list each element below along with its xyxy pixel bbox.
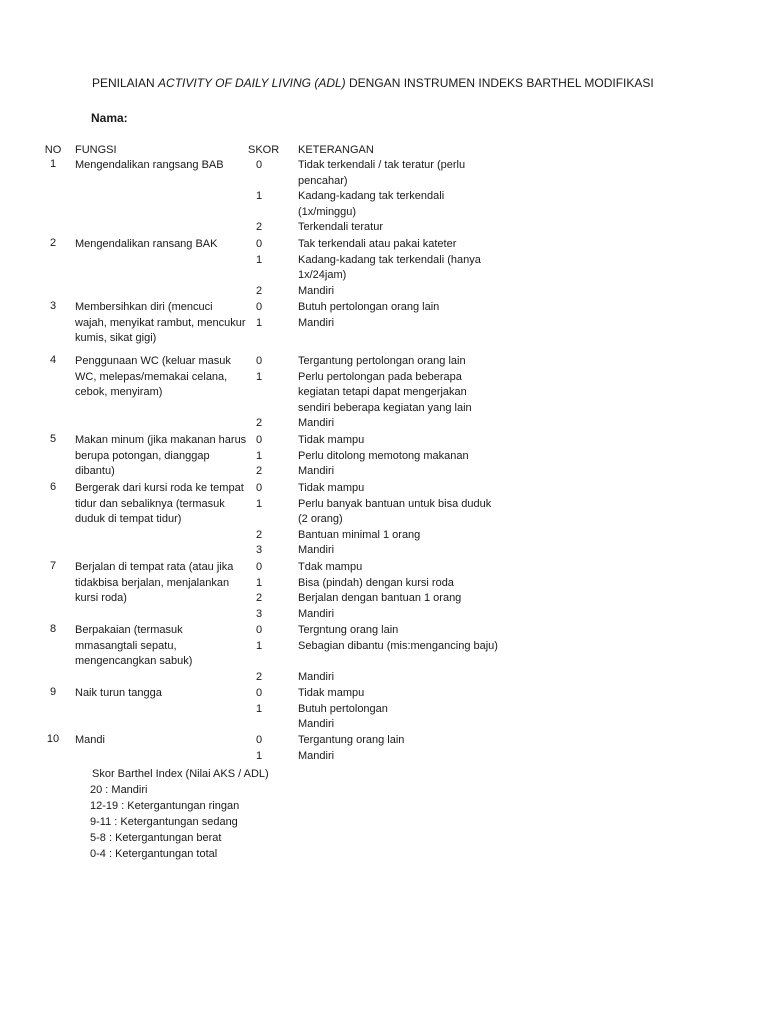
row-skor: 1 (255, 316, 263, 329)
row-fungsi: Makan minum (jika makanan harus berupa potongan, dianggap dibantu) (75, 434, 247, 478)
row-skor: 1 (255, 702, 263, 715)
scoring-scale-list (90, 782, 269, 862)
row-number: 6 (49, 481, 57, 493)
row-skor: 2 (255, 284, 263, 297)
row-skor: 0 (255, 482, 263, 494)
row-keterangan: Mandiri (298, 465, 335, 478)
row-skor: 1 (255, 749, 263, 762)
row-keterangan: Mandiri (298, 718, 335, 731)
row-keterangan: Tak terkendali atau pakai kateter (298, 238, 457, 250)
scoring-scale-item: 20 : Mandiri (90, 784, 148, 796)
row-keterangan: Tergantung pertolongan orang lain (298, 355, 466, 367)
row-keterangan: Terkendali teratur (298, 221, 383, 234)
row-fungsi: Membersihkan diri (mencuci wajah, menyikat rambut, mencukur kumis, sikat gigi) (75, 301, 246, 345)
row-number: 10 (46, 733, 60, 745)
title-italic: ACTIVITY OF DAILY LIVING (ADL) (158, 76, 346, 90)
scoring-legend (90, 766, 269, 862)
row-skor: 0 (255, 355, 263, 367)
row-fungsi: Naik turun tangga (75, 687, 162, 699)
row-skor: 0 (255, 238, 263, 250)
row-skor: 0 (255, 561, 263, 573)
row-keterangan: Kadang-kadang tak terkendali (hanya 1x/24jam) (298, 253, 481, 282)
row-keterangan: Tergntung orang lain (298, 624, 399, 636)
row-skor: 0 (255, 159, 263, 171)
row-skor: 3 (255, 544, 263, 557)
row-number: 5 (49, 433, 57, 445)
row-number: 2 (49, 237, 57, 249)
scoring-heading: Skor Barthel Index (Nilai AKS / ADL) (92, 768, 269, 780)
row-fungsi: Mandi (75, 734, 105, 746)
row-keterangan: Kadang-kadang tak terkendali (1x/minggu) (298, 190, 445, 218)
row-fungsi: Penggunaan WC (keluar masuk WC, melepas/memakai celana, cebok, menyiram) (75, 355, 231, 399)
row-skor: 2 (255, 465, 263, 478)
row-fungsi: Mengendalikan ransang BAK (75, 238, 218, 250)
row-keterangan: Bisa (pindah) dengan kursi roda (298, 576, 454, 589)
row-keterangan: Bantuan minimal 1 orang (298, 528, 421, 541)
scoring-scale-item: 5-8 : Ketergantungan berat (90, 832, 222, 844)
row-keterangan: Tidak mampu (298, 434, 365, 446)
row-skor: 2 (255, 417, 263, 430)
row-keterangan: Tergantung orang lain (298, 734, 405, 746)
row-skor: 3 (255, 607, 263, 620)
header-fungsi: FUNGSI (75, 144, 117, 156)
row-keterangan: Tidak mampu (298, 482, 365, 494)
header-no: NO (44, 144, 62, 156)
row-skor: 1 (255, 497, 263, 510)
row-skor: 1 (255, 449, 263, 462)
row-skor: 0 (255, 301, 263, 313)
row-skor: 0 (255, 734, 263, 746)
row-keterangan: Mandiri (298, 670, 335, 683)
row-skor: 2 (255, 221, 263, 234)
scoring-scale-item: 0-4 : Ketergantungan total (90, 848, 218, 860)
row-skor: 0 (255, 434, 263, 446)
row-skor: 1 (255, 576, 263, 589)
row-fungsi: Mengendalikan rangsang BAB (75, 159, 224, 171)
row-number: 4 (49, 354, 57, 366)
row-keterangan: Mandiri (298, 544, 335, 557)
header-skor: SKOR (248, 144, 280, 156)
row-keterangan: Perlu ditolong memotong makanan (298, 449, 469, 462)
document-title (92, 75, 732, 91)
row-number: 7 (49, 560, 57, 572)
row-skor: 0 (255, 624, 263, 636)
row-skor: 2 (255, 528, 263, 541)
row-keterangan: Butuh pertolongan (298, 702, 388, 715)
row-skor: 2 (255, 670, 263, 683)
row-keterangan: Sebagian dibantu (mis:mengancing baju) (298, 639, 498, 652)
row-skor: 1 (255, 639, 263, 652)
header-keterangan: KETERANGAN (298, 144, 374, 156)
row-keterangan: Mandiri (298, 316, 335, 329)
row-keterangan: Tidak terkendali / tak teratur (perlu pencahar) (298, 159, 466, 187)
row-number: 1 (49, 158, 57, 170)
row-skor: 2 (255, 592, 263, 605)
row-keterangan: Butuh pertolongan orang lain (298, 301, 440, 313)
row-skor: 1 (255, 190, 263, 203)
scoring-scale-item: 9-11 : Ketergantungan sedang (90, 816, 238, 828)
title-suffix: DENGAN INSTRUMEN INDEKS BARTHEL MODIFIKASI (349, 76, 654, 90)
row-skor: 1 (255, 253, 263, 266)
row-skor: 0 (255, 687, 263, 699)
row-keterangan: Mandiri (298, 284, 335, 297)
row-fungsi: Berjalan di tempat rata (atau jika tidakbisa berjalan, menjalankan kursi roda) (75, 561, 234, 605)
row-keterangan: Tidak mampu (298, 687, 365, 699)
row-number: 3 (49, 300, 57, 312)
row-fungsi: Berpakaian (termasuk mmasangtali sepatu, mengencangkan sabuk) (75, 624, 193, 668)
row-fungsi: Bergerak dari kursi roda ke tempat tidur dan sebaliknya (termasuk duduk di tempat tidur) (75, 482, 244, 526)
row-number: 8 (49, 623, 57, 635)
row-keterangan: Tdak mampu (298, 561, 363, 573)
row-skor: 1 (255, 370, 263, 383)
row-keterangan: Berjalan dengan bantuan 1 orang (298, 592, 462, 605)
row-keterangan: Perlu pertolongan pada beberapa kegiatan tetapi dapat mengerjakan sendiri beberapa kegiatan yang lain (298, 370, 472, 414)
scoring-scale-item: 12-19 : Ketergantungan ringan (90, 800, 240, 812)
title-prefix: PENILAIAN (92, 76, 155, 90)
row-keterangan: Mandiri (298, 749, 335, 762)
row-keterangan: Perlu banyak bantuan untuk bisa duduk (2 orang) (298, 497, 492, 526)
row-keterangan: Mandiri (298, 417, 335, 430)
row-number: 9 (49, 686, 57, 698)
row-keterangan: Mandiri (298, 607, 335, 620)
name-label: Nama: (91, 111, 128, 125)
